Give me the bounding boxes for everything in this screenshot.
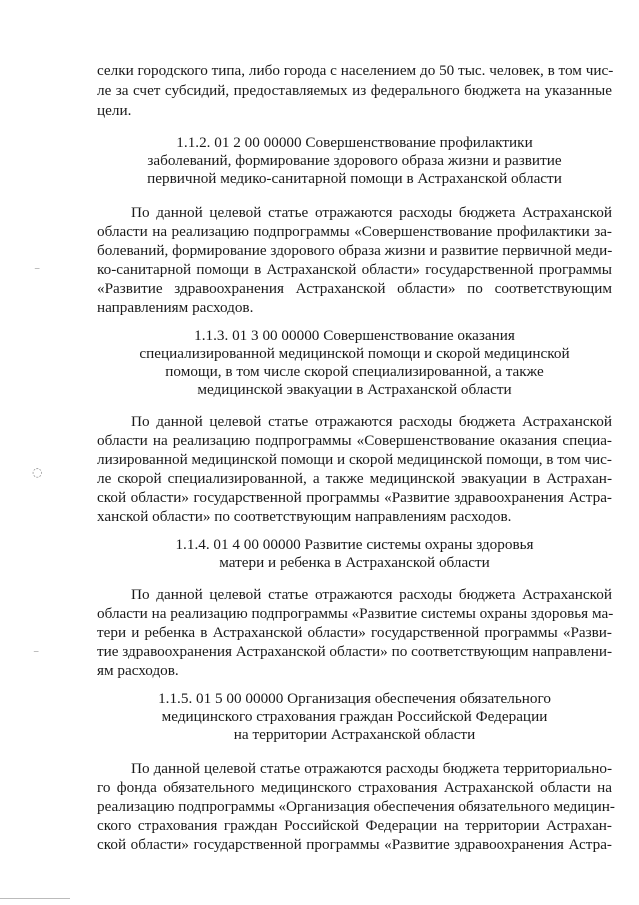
section-heading-line: специализированной медицинской помощи и скорой медицинской (139, 345, 570, 362)
text-line: ской области» государственной программы «Развитие здравоохранения Астра- (97, 489, 612, 506)
section-heading-line: 1.1.5. 01 5 00 00000 Организация обеспечения обязательного (158, 690, 551, 707)
section-heading-line: 1.1.3. 01 3 00 00000 Совершенствование оказания (194, 327, 515, 344)
text-line: По данной целевой статье отражаются расходы бюджета территориально- (131, 760, 612, 777)
text-line: По данной целевой статье отражаются расходы бюджета Астраханской (131, 204, 612, 221)
page-bottom-line (0, 898, 70, 899)
text-line: ям расходов. (97, 662, 179, 679)
text-line: области на реализацию подпрограммы «Развитие системы охраны здоровья ма- (97, 605, 614, 622)
text-line: области на реализацию подпрограммы «Совершенствование профилактики за- (97, 223, 612, 240)
text-line: го фонда обязательного медицинского страхования Астраханской области на (97, 779, 612, 796)
section-heading-line: матери и ребенка в Астраханской области (219, 554, 490, 571)
scan-speck-icon: ⁻ (33, 646, 40, 660)
text-line: ской области» государственной программы «Развитие здравоохранения Астра- (97, 836, 612, 853)
section-heading-line: заболеваний, формирование здорового образа жизни и развитие (147, 152, 562, 169)
scan-speck-icon: ⁻ (34, 263, 41, 277)
text-line: По данной целевой статье отражаются расходы бюджета Астраханской (131, 413, 612, 430)
section-heading-line: медицинской эвакуации в Астраханской области (197, 381, 512, 398)
section-heading-line: 1.1.2. 01 2 00 00000 Совершенствование профилактики (176, 134, 533, 151)
text-line: «Развитие здравоохранения Астраханской области» по соответствующим (97, 280, 612, 297)
text-line: По данной целевой статье отражаются расходы бюджета Астраханской (131, 586, 612, 603)
section-heading-line: помощи, в том числе скорой специализированной, а также (165, 363, 544, 380)
text-line: ханской области» по соответствующим направлениям расходов. (97, 508, 512, 525)
text-line: селки городского типа, либо города с населением до 50 тыс. человек, в том чис- (97, 62, 614, 79)
text-line: ле скорой специализированной, а также медицинской эвакуации в Астрахан- (97, 470, 612, 487)
text-line: ского страхования граждан Российской Федерации на территории Астрахан- (97, 817, 612, 834)
section-heading-line: на территории Астраханской области (233, 726, 476, 743)
text-line: области на реализацию подпрограммы «Совершенствование оказания специа- (97, 432, 612, 449)
text-line: лизированной медицинской помощи и скорой медицинской помощи, в том чис- (97, 451, 612, 468)
punch-hole-icon: ◌ (32, 465, 43, 479)
section-heading-line: первичной медико-санитарной помощи в Астраханской области (147, 170, 562, 187)
text-line: тие здравоохранения Астраханской области» по соответствующим направлени- (97, 643, 613, 660)
text-line: ко-санитарной помощи в Астраханской области» государственной программы (97, 261, 612, 278)
text-line: тери и ребенка в Астраханской области» государственной программы «Разви- (97, 624, 612, 641)
text-line: цели. (97, 102, 132, 119)
section-heading-line: медицинского страхования граждан Российской Федерации (161, 708, 548, 725)
section-heading-line: 1.1.4. 01 4 00 00000 Развитие системы охраны здоровья (175, 536, 534, 553)
text-line: болеваний, формирование здорового образа жизни и развитие первичной меди- (97, 242, 613, 259)
text-line: ле за счет субсидий, предоставляемых из федерального бюджета на указанные (97, 82, 612, 99)
text-line: направлениям расходов. (97, 299, 254, 316)
text-line: реализацию подпрограммы «Организация обеспечения обязательного медицин- (97, 798, 615, 815)
